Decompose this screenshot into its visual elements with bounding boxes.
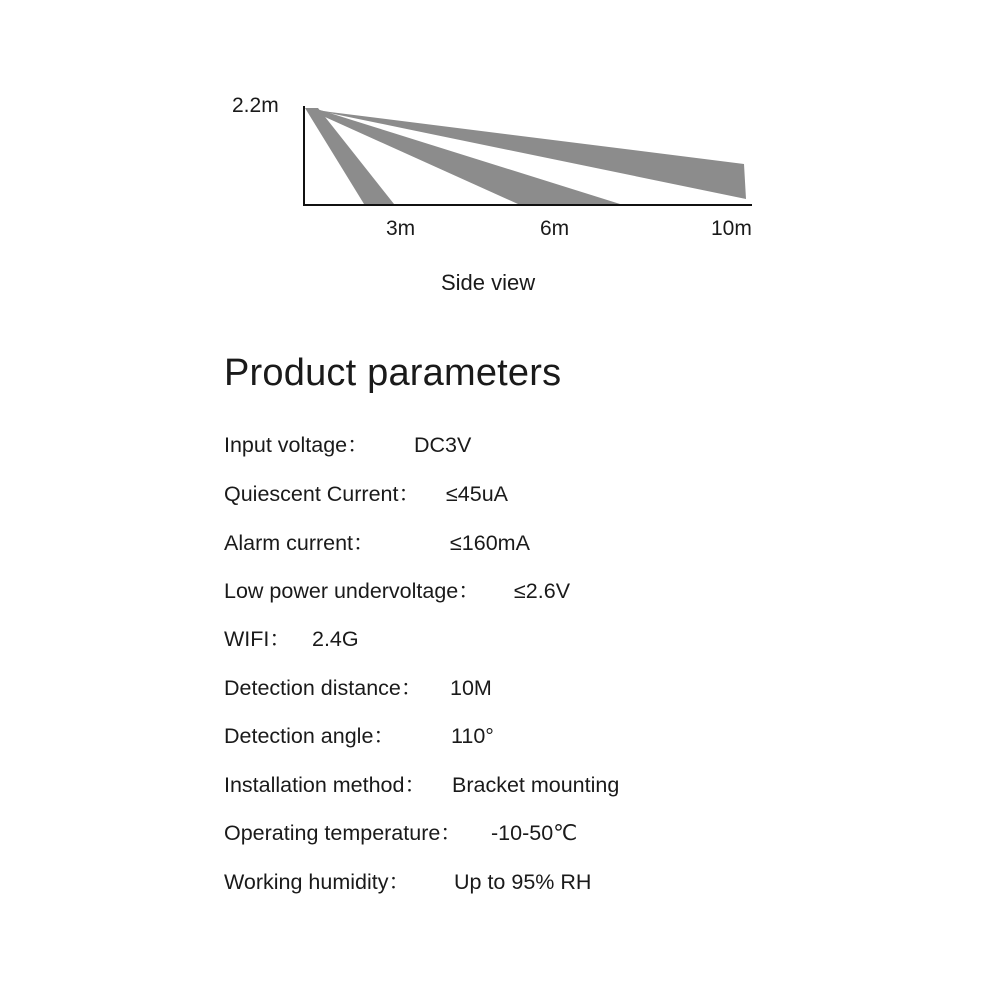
param-value: -10-50℃ — [491, 821, 578, 845]
param-value: DC3V — [414, 433, 472, 457]
param-row-installation-method — [224, 770, 620, 800]
param-row-operating-temperature — [224, 818, 578, 848]
height-label: 2.2m — [232, 94, 279, 117]
param-row-working-humidity — [224, 867, 592, 897]
param-row-alarm-current — [224, 528, 530, 558]
param-label: Detection angle： — [224, 724, 395, 748]
product-parameters-title: Product parameters — [224, 352, 562, 394]
param-value: ≤2.6V — [514, 579, 571, 603]
param-row-wifi — [224, 624, 359, 654]
param-label: WIFI： — [224, 627, 291, 651]
param-label: Installation method： — [224, 773, 426, 797]
param-label: Input voltage： — [224, 433, 369, 457]
param-label: Operating temperature： — [224, 821, 462, 845]
distance-label-3m: 3m — [386, 217, 416, 240]
param-row-low-power-undervoltage — [224, 576, 571, 606]
param-label: Working humidity： — [224, 870, 410, 894]
param-label: Detection distance： — [224, 676, 423, 700]
param-label: Quiescent Current： — [224, 482, 420, 506]
param-value: 10M — [450, 676, 492, 700]
side-view-diagram — [0, 0, 1000, 330]
distance-label-6m: 6m — [540, 217, 570, 240]
param-value: 2.4G — [312, 627, 359, 651]
param-row-detection-angle — [224, 721, 494, 751]
param-label: Low power undervoltage： — [224, 579, 480, 603]
param-value: Bracket mounting — [452, 773, 620, 797]
param-row-detection-distance — [224, 673, 492, 703]
param-row-input-voltage — [224, 430, 472, 460]
param-label: Alarm current： — [224, 531, 375, 555]
distance-label-10m: 10m — [711, 217, 752, 240]
param-value: ≤160mA — [450, 531, 530, 555]
diagram-caption: Side view — [441, 270, 536, 295]
param-row-quiescent-current — [224, 479, 509, 509]
param-value: Up to 95% RH — [454, 870, 592, 894]
param-value: ≤45uA — [446, 482, 509, 506]
param-value: 110° — [451, 724, 494, 748]
